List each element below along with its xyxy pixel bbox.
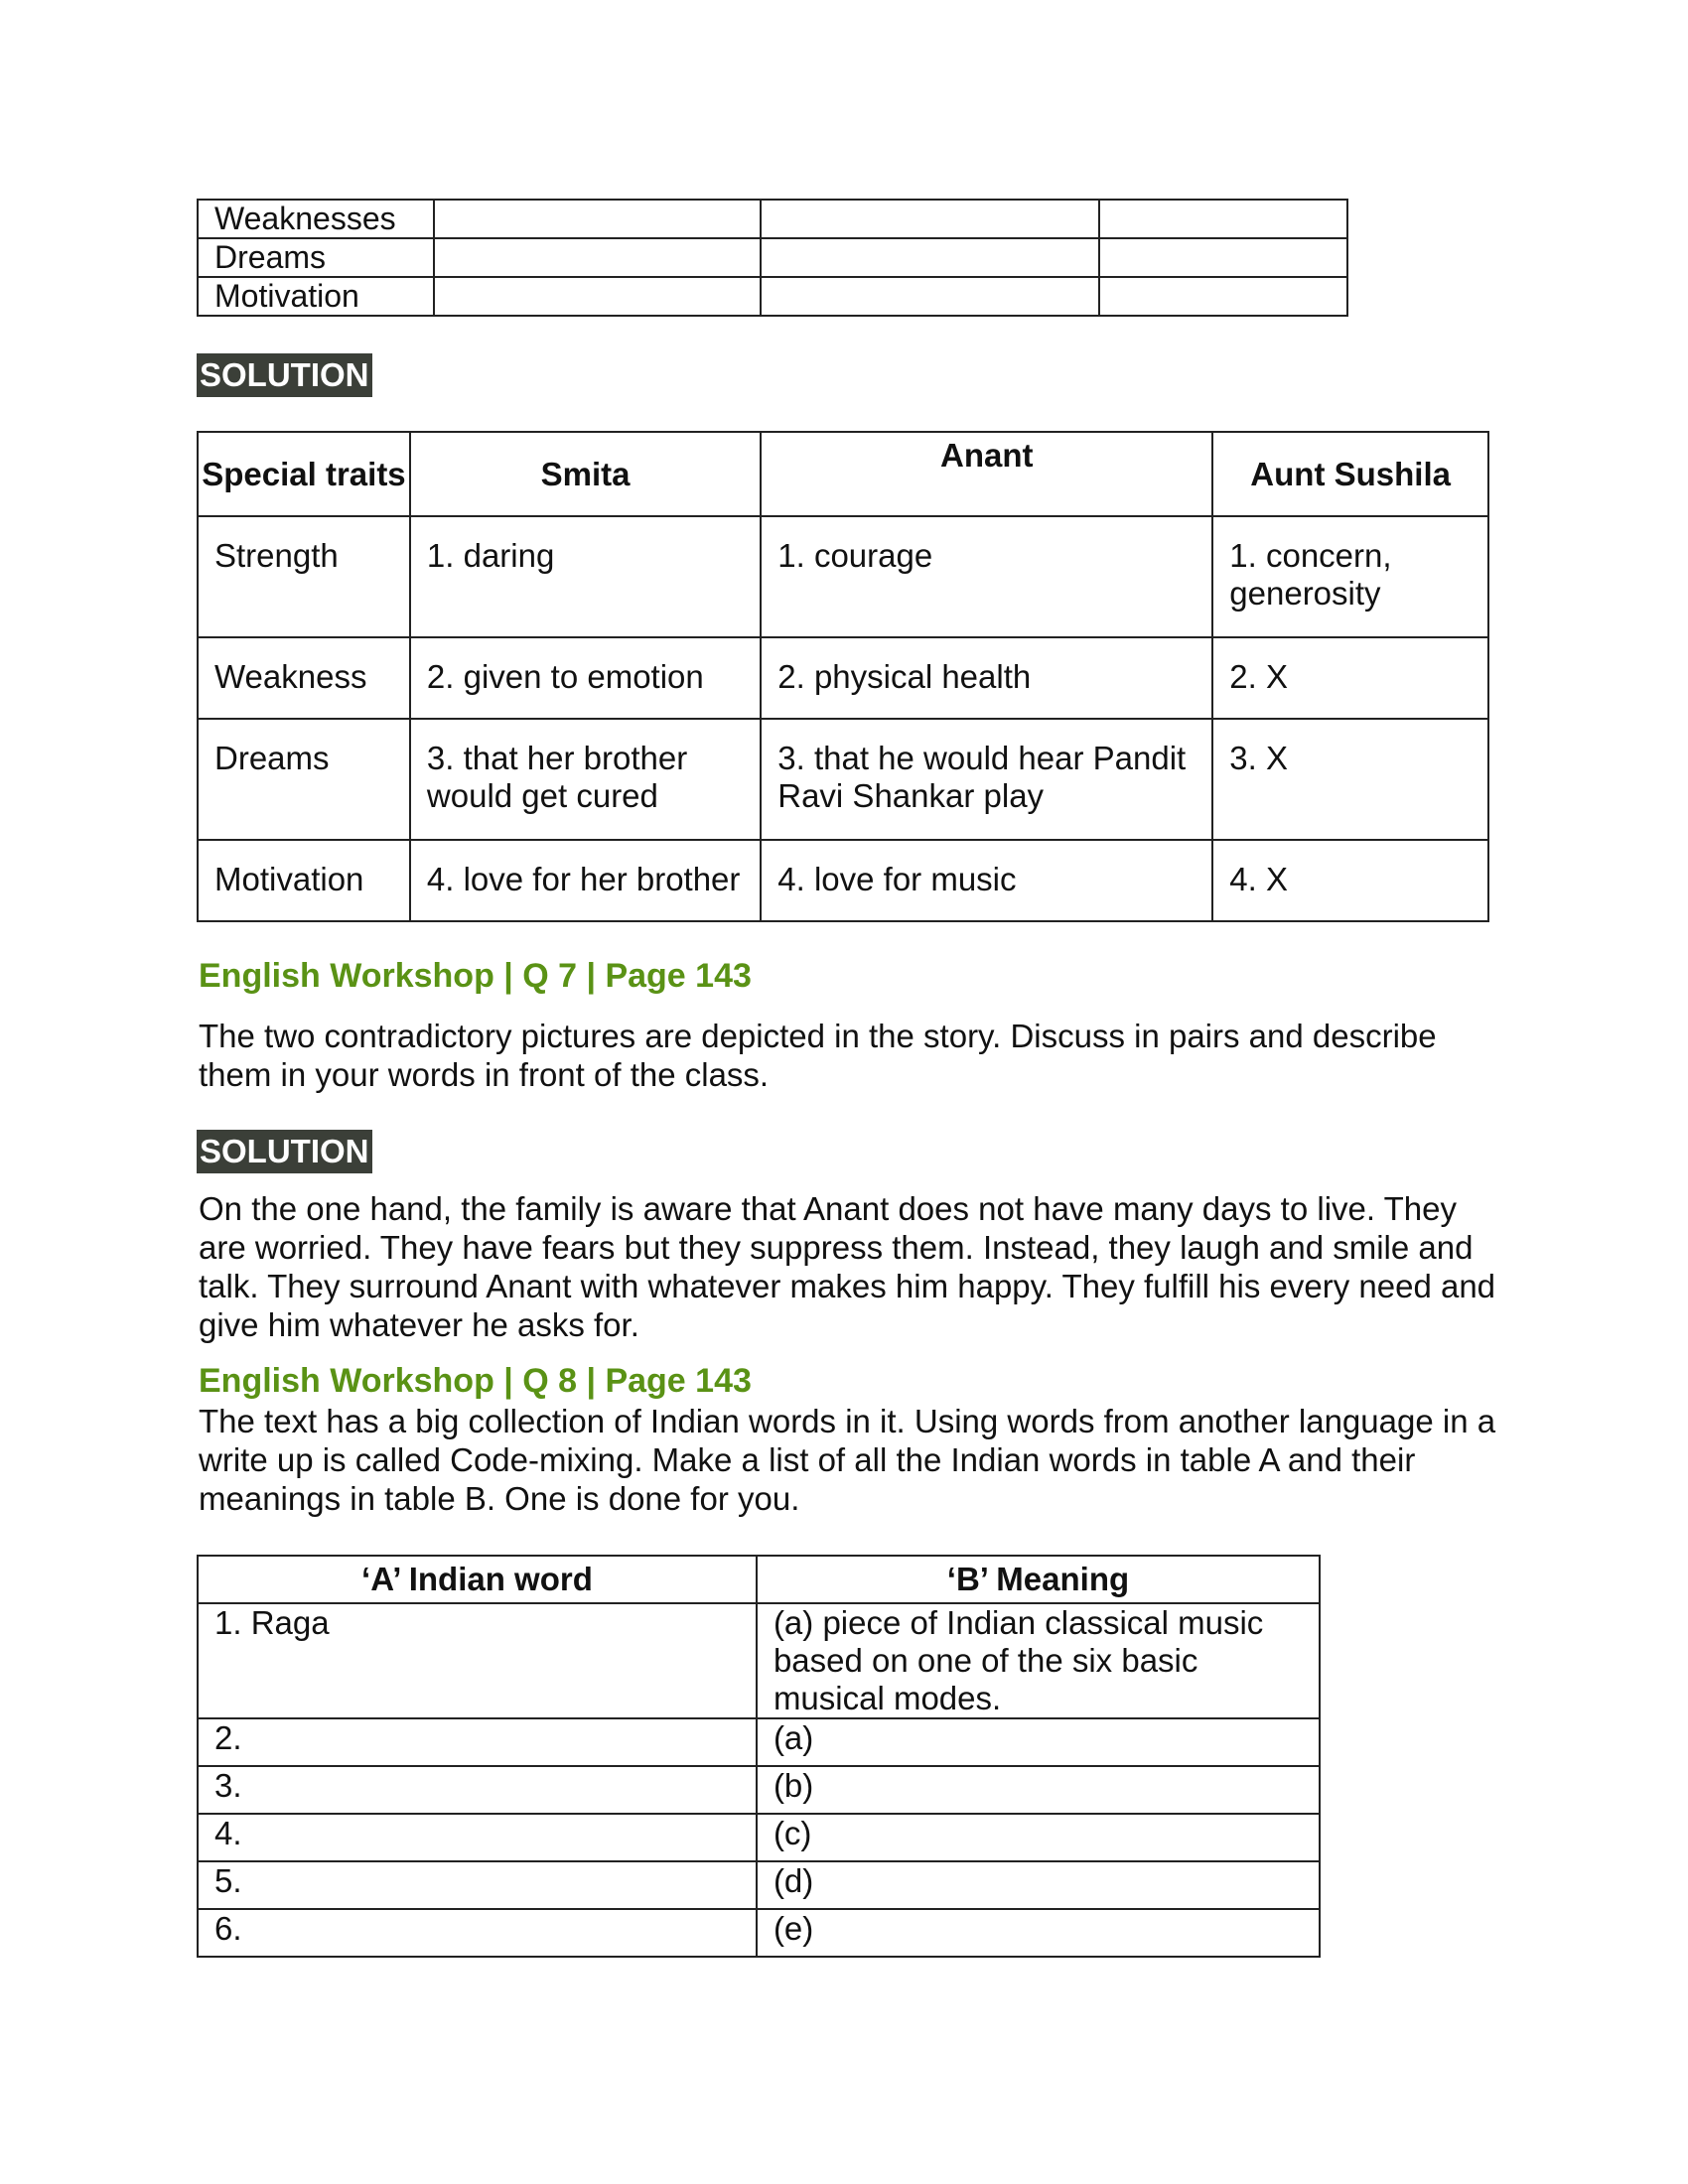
anant-cell: 2. physical health (761, 637, 1212, 719)
table-row (198, 200, 1347, 238)
header-aunt-sushila: Aunt Sushila (1212, 432, 1488, 516)
blank-cell (434, 277, 761, 316)
meaning-cell: (d) (757, 1861, 1320, 1909)
trait-cell: Weakness (198, 637, 410, 719)
row-label: Weaknesses (198, 200, 434, 238)
table-header-row (198, 1556, 1320, 1603)
meaning-cell: (a) piece of Indian classical music based on one of the six basic musical modes. (757, 1603, 1320, 1718)
smita-cell: 2. given to emotion (410, 637, 761, 719)
row-label: Motivation (198, 277, 434, 316)
aunt-cell: 1. concern, generosity (1212, 516, 1488, 637)
q8-question: The text has a big collection of Indian words in it. Using words from another language in a write up is called Code-mixing. Make a list of all the Indian words in table A and their meanings in table B. One is done for you. (199, 1403, 1496, 1517)
indian-words-table (197, 1555, 1321, 1958)
word-cell: 1. Raga (198, 1603, 757, 1718)
header-anant: Anant (761, 432, 1212, 516)
header-special-traits: Special traits (198, 432, 410, 516)
word-cell: 6. (198, 1909, 757, 1957)
anant-cell: 4. love for music (761, 840, 1212, 921)
aunt-cell: 4. X (1212, 840, 1488, 921)
traits-solution-table (197, 431, 1489, 922)
aunt-cell: 2. X (1212, 637, 1488, 719)
q7-question: The two contradictory pictures are depicted in the story. Discuss in pairs and describe them in your words in front of the class. (199, 1018, 1437, 1093)
blank-traits-table (197, 199, 1348, 317)
word-cell: 2. (198, 1718, 757, 1766)
table-row (198, 277, 1347, 316)
blank-cell (1099, 277, 1347, 316)
header-smita: Smita (410, 432, 761, 516)
trait-cell: Strength (198, 516, 410, 637)
anant-cell: 3. that he would hear Pandit Ravi Shankar play (761, 719, 1212, 840)
blank-cell (1099, 200, 1347, 238)
blank-cell (434, 200, 761, 238)
anant-cell: 1. courage (761, 516, 1212, 637)
smita-cell: 4. love for her brother (410, 840, 761, 921)
smita-cell: 3. that her brother would get cured (410, 719, 761, 840)
aunt-cell: 3. X (1212, 719, 1488, 840)
q7-heading: English Workshop | Q 7 | Page 143 (199, 957, 752, 995)
table-row (198, 1718, 1320, 1766)
word-cell: 3. (198, 1766, 757, 1814)
table-header-row (198, 432, 1488, 516)
table-row (198, 637, 1488, 719)
meaning-cell: (e) (757, 1909, 1320, 1957)
table-row (198, 1861, 1320, 1909)
meaning-cell: (b) (757, 1766, 1320, 1814)
word-cell: 4. (198, 1814, 757, 1861)
table-row (198, 238, 1347, 277)
blank-cell (761, 200, 1099, 238)
blank-cell (434, 238, 761, 277)
smita-cell: 1. daring (410, 516, 761, 637)
table-row (198, 516, 1488, 637)
blank-cell (1099, 238, 1347, 277)
table-row (198, 1814, 1320, 1861)
word-cell: 5. (198, 1861, 757, 1909)
header-indian-word: ‘A’ Indian word (198, 1556, 757, 1603)
meaning-cell: (c) (757, 1814, 1320, 1861)
table-row (198, 1766, 1320, 1814)
header-meaning: ‘B’ Meaning (757, 1556, 1320, 1603)
q7-answer: On the one hand, the family is aware that Anant does not have many days to live. They are worried. They have fears but they suppress them. Instead, they laugh and smile and talk. They surround Anant with whatever makes him happy. They fulfill his every need and give him whatever he asks for. (199, 1190, 1496, 1343)
table-row (198, 719, 1488, 840)
table-row (198, 1909, 1320, 1957)
blank-cell (761, 277, 1099, 316)
trait-cell: Dreams (198, 719, 410, 840)
solution-badge: SOLUTION (197, 353, 372, 397)
meaning-cell: (a) (757, 1718, 1320, 1766)
row-label: Dreams (198, 238, 434, 277)
trait-cell: Motivation (198, 840, 410, 921)
blank-cell (761, 238, 1099, 277)
table-row (198, 840, 1488, 921)
q8-heading: English Workshop | Q 8 | Page 143 (199, 1362, 752, 1400)
solution-badge: SOLUTION (197, 1130, 372, 1173)
table-row (198, 1603, 1320, 1718)
